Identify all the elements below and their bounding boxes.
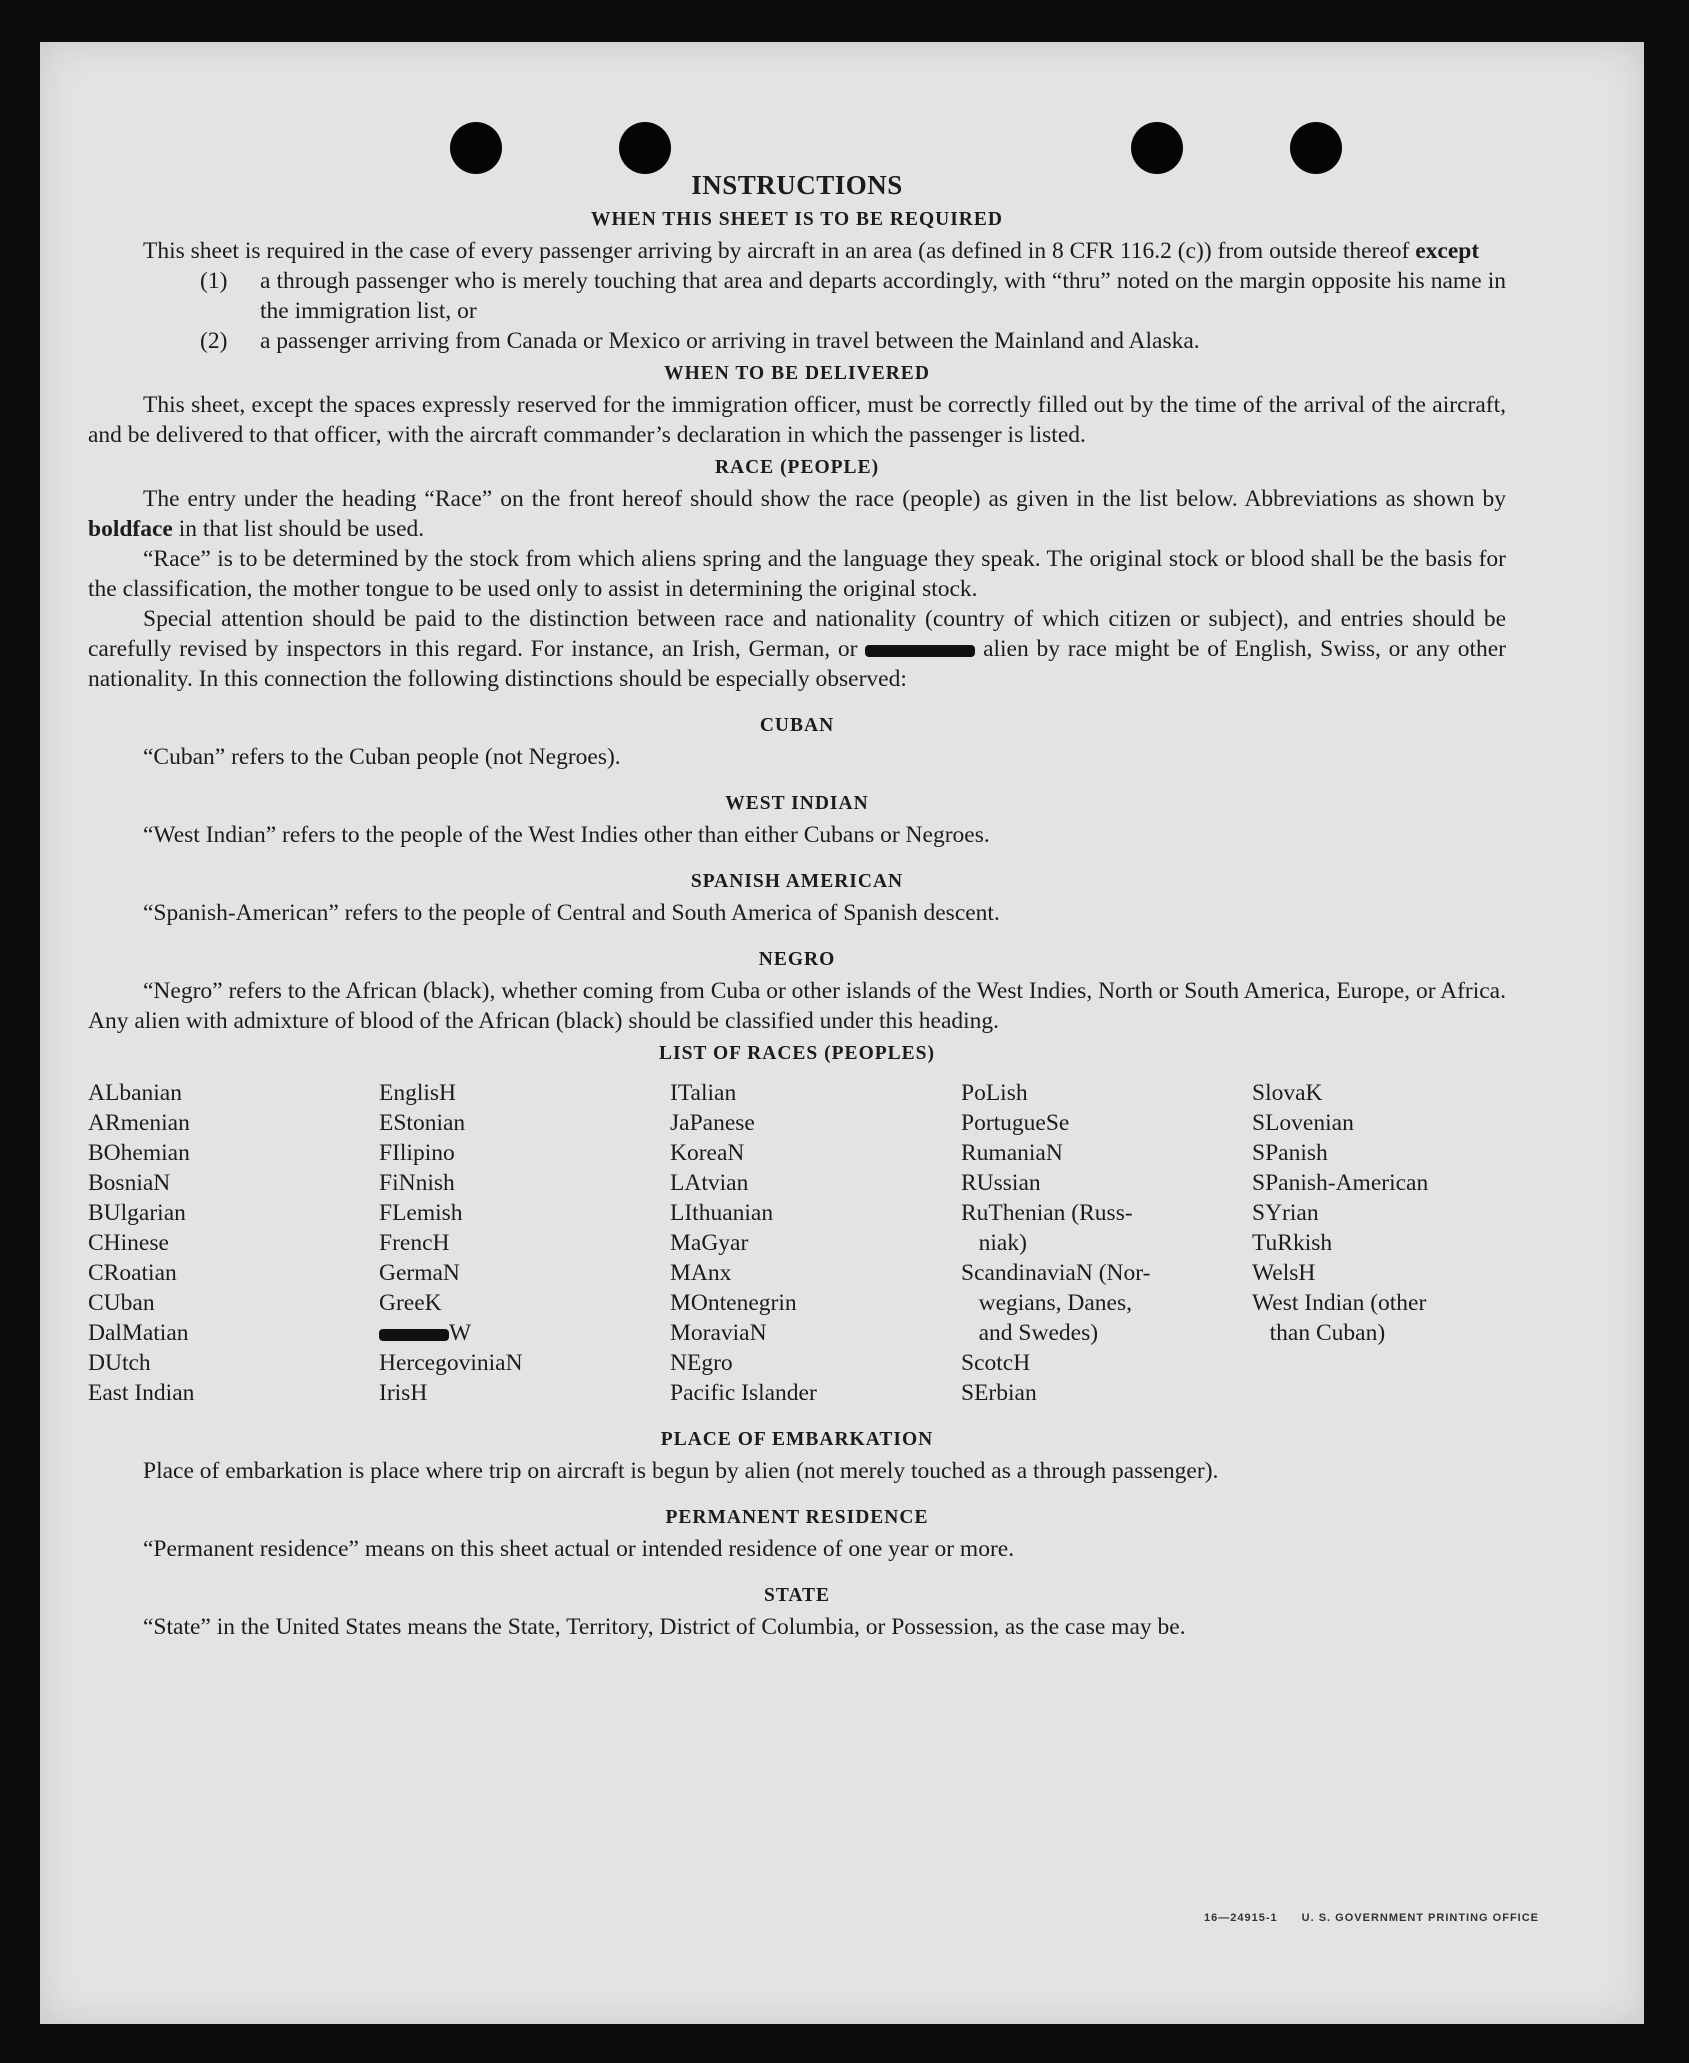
- race-entry: GreeK: [379, 1290, 442, 1316]
- race-entry: ScotcH: [961, 1350, 1031, 1376]
- race-entry: ITalian: [670, 1080, 737, 1106]
- race-entry: niak): [961, 1230, 1027, 1256]
- race-entry: NEgro: [670, 1350, 733, 1376]
- when-required-text: [88, 236, 1506, 266]
- race-entry: West Indian (other: [1252, 1290, 1427, 1316]
- heading-spanish-american: SPANISH AMERICAN: [690, 871, 904, 892]
- race-entry: EStonian: [379, 1110, 466, 1136]
- race-entry: East Indian: [88, 1380, 195, 1406]
- redaction-mark: [865, 645, 975, 657]
- race-p3-end: alien by race might be of English, Swiss, or any other nationality. In this connection the following distinctions should be especially observed:: [88, 636, 1507, 692]
- race-entry: SPanish: [1252, 1140, 1328, 1166]
- race-paragraph-2: “Race” is to be determined by the stock from which aliens spring and the language they speak. The original stock or blood shall be the basis for the classification, the mother tongue to be used only to assist in determining the original stock.: [88, 546, 1506, 602]
- state-text: “State” in the United States means the State, Territory, District of Columbia, or Possession, as the case may be.: [143, 1614, 1186, 1640]
- race-entry: ScandinaviaN (Nor-: [961, 1260, 1151, 1286]
- races-column: [961, 1078, 1252, 1408]
- race-entry: ARmenian: [88, 1110, 190, 1136]
- boldface-word: boldface: [88, 516, 173, 542]
- race-entry: FLemish: [379, 1200, 463, 1226]
- item-text: a through passenger who is merely touching that area and departs accordingly, with “thru” noted on the margin opposite his name in the immigration list, or: [260, 268, 1506, 324]
- race-entry: SYrian: [1252, 1200, 1319, 1226]
- cuban-text: “Cuban” refers to the Cuban people (not Negroes).: [143, 744, 621, 770]
- race-entry: CHinese: [88, 1230, 169, 1256]
- redacted-tail: W: [449, 1320, 472, 1346]
- race-entry: SErbian: [961, 1380, 1037, 1406]
- race-entry: WelsH: [1252, 1260, 1316, 1286]
- race-entry: JaPanese: [670, 1110, 755, 1136]
- punch-hole: [1290, 122, 1342, 174]
- race-entry: CUban: [88, 1290, 155, 1316]
- except-bold: except: [1415, 238, 1480, 264]
- race-entry: SlovaK: [1252, 1080, 1323, 1106]
- race-entry: DUtch: [88, 1350, 151, 1376]
- race-entry: BUlgarian: [88, 1200, 186, 1226]
- race-entry: BOhemian: [88, 1140, 190, 1166]
- heading-when-required: WHEN THIS SHEET IS TO BE REQUIRED: [591, 209, 1003, 230]
- heading-state: STATE: [763, 1585, 831, 1606]
- redaction-mark: [379, 1329, 449, 1341]
- race-paragraph-1: [88, 484, 1506, 544]
- heading-place-of-embarkation: PLACE OF EMBARKATION: [660, 1429, 934, 1450]
- race-entry: wegians, Danes,: [961, 1290, 1132, 1316]
- races-list: [88, 1078, 1506, 1408]
- heading-list-of-races: LIST OF RACES (PEOPLES): [658, 1043, 935, 1064]
- race-entry: Pacific Islander: [670, 1380, 817, 1406]
- race-entry: PortugueSe: [961, 1110, 1070, 1136]
- race-entry: MOntenegrin: [670, 1290, 797, 1316]
- race-entry: RuThenian (Russ-: [961, 1200, 1133, 1226]
- page-title: INSTRUCTIONS: [691, 170, 903, 200]
- race-entry: MaGyar: [670, 1230, 749, 1256]
- race-p3-start: Special attention should be paid to the distinction between race and nationality (country of which citizen or subject), and entries should be carefully revised by inspectors in this regard. For instance, an Irish, German, or: [88, 606, 1506, 662]
- item-number: (1): [200, 268, 228, 294]
- race-entry: GermaN: [379, 1260, 460, 1286]
- race-entry: EnglisH: [379, 1080, 457, 1106]
- heading-negro: NEGRO: [758, 949, 836, 970]
- race-entry: LIthuanian: [670, 1200, 774, 1226]
- race-entry: ALbanian: [88, 1080, 182, 1106]
- races-column: [1252, 1078, 1506, 1408]
- race-entry: SPanish-American: [1252, 1170, 1429, 1196]
- race-entry: BosniaN: [88, 1170, 171, 1196]
- race-entry: MAnx: [670, 1260, 732, 1286]
- race-entry: KoreaN: [670, 1140, 745, 1166]
- heading-cuban: CUBAN: [759, 715, 835, 736]
- race-entry: RumaniaN: [961, 1140, 1063, 1166]
- spanish-american-text: “Spanish-American” refers to the people of Central and South America of Spanish descent.: [143, 900, 1000, 926]
- race-entry: PoLish: [961, 1080, 1028, 1106]
- permanent-residence-text: “Permanent residence” means on this sheet actual or intended residence of one year or more.: [143, 1536, 1015, 1562]
- when-delivered-text: This sheet, except the spaces expressly reserved for the immigration officer, must be correctly filled out by the time of the arrival of the aircraft, and be delivered to that officer, with the aircraft commander’s declaration in which the passenger is listed.: [88, 392, 1506, 448]
- item-text: a passenger arriving from Canada or Mexico or arriving in travel between the Mainland and Alaska.: [260, 328, 1200, 354]
- race-entry: FIlipino: [379, 1140, 455, 1166]
- form-number: 16—24915-1: [1204, 1912, 1278, 1924]
- place-of-embarkation-text: Place of embarkation is place where trip on aircraft is begun by alien (not merely touched as a through passenger).: [143, 1458, 1219, 1484]
- heading-when-delivered: WHEN TO BE DELIVERED: [664, 363, 930, 384]
- races-column: [88, 1078, 379, 1408]
- races-column: [379, 1078, 670, 1408]
- race-entry: DalMatian: [88, 1320, 189, 1346]
- race-entry: and Swedes): [961, 1320, 1099, 1346]
- punch-hole: [1131, 122, 1183, 174]
- west-indian-text: “West Indian” refers to the people of the West Indies other than either Cubans or Negroes.: [143, 822, 990, 848]
- heading-permanent-residence: PERMANENT RESIDENCE: [665, 1507, 929, 1528]
- printer-name: U. S. GOVERNMENT PRINTING OFFICE: [1301, 1912, 1539, 1924]
- race-entry: CRoatian: [88, 1260, 177, 1286]
- race-entry: IrisH: [379, 1380, 428, 1406]
- races-column: [670, 1078, 961, 1408]
- race-p1-end: in that list should be used.: [172, 516, 425, 542]
- list-item: [88, 266, 1506, 326]
- heading-west-indian: WEST INDIAN: [725, 793, 869, 814]
- race-entry: HercegoviniaN: [379, 1350, 523, 1376]
- race-entry: than Cuban): [1252, 1320, 1386, 1346]
- race-paragraph-3: [88, 604, 1506, 694]
- instructions-content: [88, 168, 1506, 1642]
- punch-hole: [619, 122, 671, 174]
- punch-hole: [450, 122, 502, 174]
- race-entry: FiNnish: [379, 1170, 455, 1196]
- printer-footer: [1180, 1912, 1539, 1924]
- race-entry: FrencH: [379, 1230, 450, 1256]
- race-entry: SLovenian: [1252, 1110, 1354, 1136]
- race-entry-redacted: [379, 1318, 670, 1348]
- item-number: (2): [200, 328, 228, 354]
- negro-text: “Negro” refers to the African (black), whether coming from Cuba or other islands of the West Indies, North or South America, Europe, or Africa. Any alien with admixture of blood of the African (black) should be classified under this heading.: [88, 978, 1506, 1034]
- list-item: [88, 326, 1506, 356]
- heading-race: RACE (PEOPLE): [714, 457, 880, 478]
- when-required-intro: This sheet is required in the case of every passenger arriving by aircraft in an area (as defined in 8 CFR 116.2 (c)) from outside thereof: [143, 238, 1416, 264]
- race-p1-start: The entry under the heading “Race” on the front hereof should show the race (people) as given in the list below. Abbreviations as shown by: [143, 486, 1506, 512]
- race-entry: MoraviaN: [670, 1320, 767, 1346]
- race-entry: TuRkish: [1252, 1230, 1333, 1256]
- race-entry: LAtvian: [670, 1170, 749, 1196]
- race-entry: RUssian: [961, 1170, 1041, 1196]
